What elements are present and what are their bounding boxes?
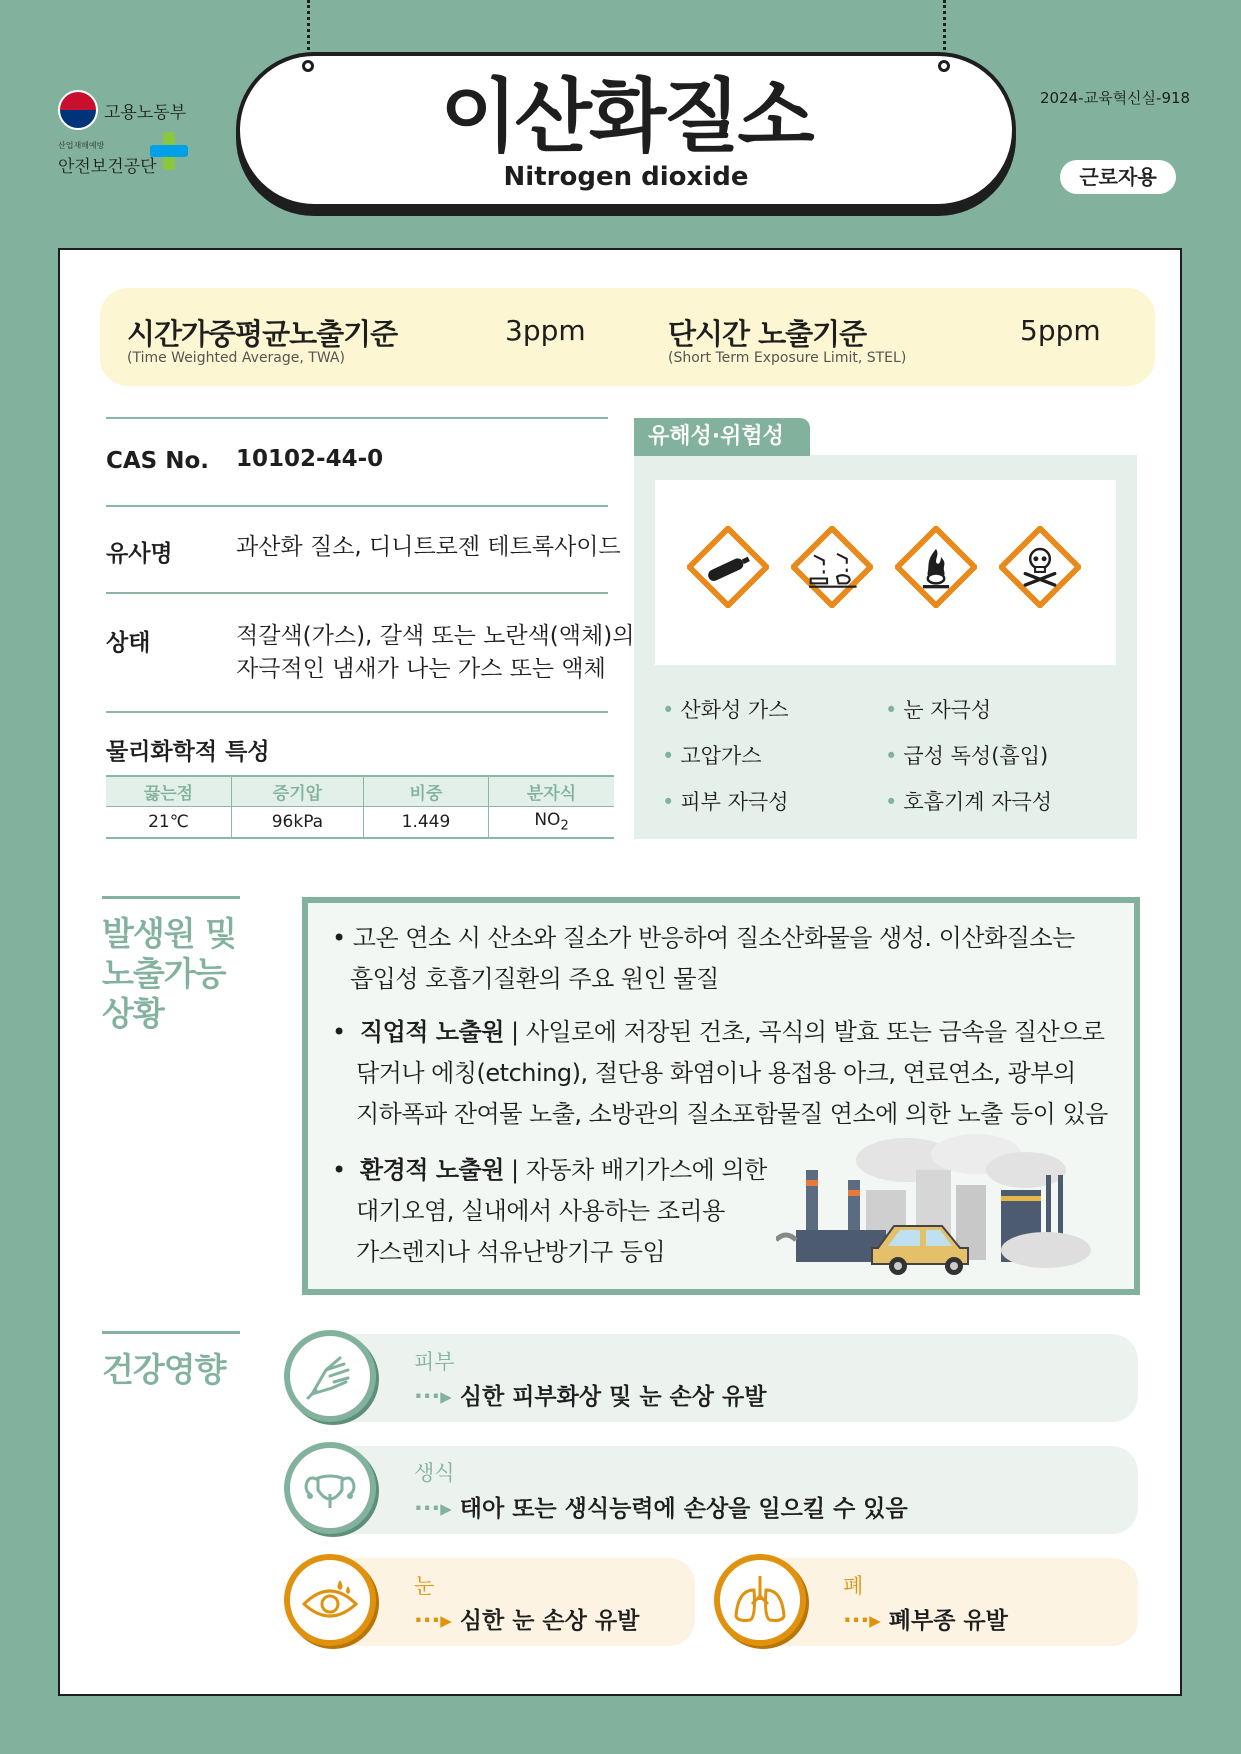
cas-value: 10102-44-0 [236,446,384,472]
section-divider [102,896,240,899]
effect-text: 심한 눈 손상 유발 [459,1608,640,1634]
physchem-value: 1.449 [363,806,488,838]
physchem-table [106,775,614,839]
section-divider [102,1331,240,1334]
eye-icon [290,1560,370,1640]
audience-badge: 근로자용 [1060,160,1176,194]
arrow-icon: ···▸ [843,1608,881,1634]
arrow-icon: ···▸ [414,1608,452,1634]
twa-sub: (Time Weighted Average, TWA) [127,350,345,366]
sources-title-line: 노출가능 [102,954,226,993]
hazard-item-label: 급성 독성(흡입) [903,744,1049,768]
arrow-icon: ···▸ [414,1384,452,1410]
source-text: 대기오염, 실내에서 사용하는 조리용 [356,1197,725,1225]
hazard-item: • 눈 자극성 [885,698,992,722]
effect-text: 폐부종 유발 [888,1608,1008,1634]
document-code: 2024-교육혁신실-918 [1040,89,1191,107]
physchem-header: 끓는점 [106,776,231,806]
hazard-item: • 호흡기계 자극성 [885,790,1053,814]
hazard-item: • 고압가스 [662,744,762,768]
flame-over-circle-icon [895,526,977,608]
health-reproductive-category: 생식 [414,1461,455,1485]
lungs-icon [720,1560,800,1640]
ministry-logo [58,90,186,130]
title-banner [236,52,1016,208]
hazard-item-label: 호흡기계 자극성 [903,790,1053,814]
occupational-label: 직업적 노출원 [359,1018,504,1046]
health-eye-circle [284,1554,376,1646]
sources-title-line: 발생원 및 [102,914,237,953]
twa-label: 시간가중평균노출기준 [127,317,398,351]
sources-title [102,914,236,1034]
cross-icon [150,132,188,170]
physchem-header: 분자식 [489,776,614,806]
hazard-item: • 급성 독성(흡입) [885,744,1049,768]
stel-sub: (Short Term Exposure Limit, STEL) [668,350,907,366]
source-text: 가스렌지나 석유난방기구 등임 [356,1238,666,1266]
synonym-value: 과산화 질소, 디니트로젠 테트록사이드 [236,534,621,560]
page-title: 이산화질소 [440,70,812,163]
divider [106,417,608,419]
physchem-title: 물리화학적 특성 [106,739,270,765]
uterus-icon [290,1448,370,1528]
stel-label: 단시간 노출기준 [668,317,867,351]
source-text: | 자동차 배기가스에 의한 [503,1156,767,1184]
effect-text: 심한 피부화상 및 눈 손상 유발 [459,1384,767,1410]
source-text: 지하폭파 잔여물 노출, 소방관의 질소포함물질 연소에 의한 노출 등이 있음 [356,1100,1108,1128]
health-skin-category: 피부 [414,1350,455,1374]
ministry-name: 고용노동부 [104,102,187,123]
effect-text: 태아 또는 생식능력에 손상을 일으킬 수 있음 [459,1496,908,1522]
physchem-header: 증기압 [231,776,363,806]
gas-cylinder-icon [687,526,769,608]
state-label: 상태 [106,630,151,656]
health-eye-category: 눈 [414,1574,435,1598]
page-subtitle: Nitrogen dioxide [503,162,749,192]
taegeuk-icon [58,90,98,130]
hazard-item: • 산화성 가스 [662,698,789,722]
source-text: 고온 연소 시 산소와 질소가 반응하여 질소산화물을 생성. 이산화질소는 [352,924,1075,952]
health-title: 건강영향 [102,1350,226,1389]
health-reproductive-circle [284,1442,376,1534]
twa-value: 3ppm [505,314,586,347]
health-eye-effect [414,1602,639,1635]
physchem-value: 96kPa [231,806,363,838]
physchem-formula [489,806,614,838]
health-skin-effect [414,1378,766,1411]
hazard-item-label: 눈 자극성 [903,698,992,722]
stel-value: 5ppm [1020,314,1101,347]
arrow-icon: ···▸ [414,1496,452,1522]
health-skin-circle [284,1330,376,1422]
source-bullet-2: • 직업적 노출원 | 사일로에 저장된 건초, 곡식의 발효 또는 금속을 질산으로 닦거나 에칭(etching), 절단용 화염이나 용접용 아크, 연료연소, 광부의 지하폭파 잔여물 노출, 소방관의 질소포함물질 연소에 의한 노출 등이 있음 [332,1012,1108,1135]
hazard-item-label: 고압가스 [680,744,762,768]
source-text: 흡입성 호흡기질환의 주요 원인 물질 [350,965,719,993]
source-text: 닦거나 에칭(etching), 절단용 화염이나 용접용 아크, 연료연소, 광부의 [356,1059,1076,1087]
cas-label: CAS No. [106,448,210,474]
formula-subscript: 2 [560,818,569,834]
hand-icon [290,1336,370,1416]
agency-small-text: 산업재해예방 [58,141,105,150]
hazard-item: • 피부 자극성 [662,790,789,814]
formula-base: NO [534,810,561,831]
synonym-label: 유사명 [106,541,173,567]
factory-car-illustration [776,1130,1106,1280]
health-lung-category: 폐 [843,1574,864,1598]
health-lung-effect [843,1602,1008,1635]
source-bullet-1: • 고온 연소 시 산소와 질소가 반응하여 질소산화물을 생성. 이산화질소는 흡입성 호흡기질환의 주요 원인 물질 [332,918,1075,1000]
divider [106,711,608,713]
source-text: | 사일로에 저장된 건초, 곡식의 발효 또는 금속을 질산으로 [503,1018,1105,1046]
hazard-item-label: 피부 자극성 [680,790,789,814]
skull-crossbones-icon [999,526,1081,608]
agency-logo [58,140,157,177]
sources-title-line: 상황 [102,994,164,1033]
hazard-item-label: 산화성 가스 [680,698,789,722]
health-reproductive-effect [414,1490,908,1523]
divider [106,592,608,594]
health-lung-circle [714,1554,806,1646]
physchem-header: 비중 [363,776,488,806]
agency-name: 안전보건공단 [58,157,157,177]
hazard-tab: 유해성·위험성 [634,418,810,456]
source-bullet-3: • 환경적 노출원 | 자동차 배기가스에 의한 대기오염, 실내에서 사용하는 조리용 가스렌지나 석유난방기구 등임 [332,1150,767,1273]
corrosion-icon [791,526,873,608]
state-value-line2: 자극적인 냄새가 나는 가스 또는 액체 [236,656,606,682]
divider [106,505,608,507]
physchem-value: 21℃ [106,806,231,838]
hanger-dot-left [302,60,314,72]
state-value-line1: 적갈색(가스), 갈색 또는 노란색(액체)의 [236,623,635,649]
hanger-dot-right [938,60,950,72]
environmental-label: 환경적 노출원 [359,1156,504,1184]
